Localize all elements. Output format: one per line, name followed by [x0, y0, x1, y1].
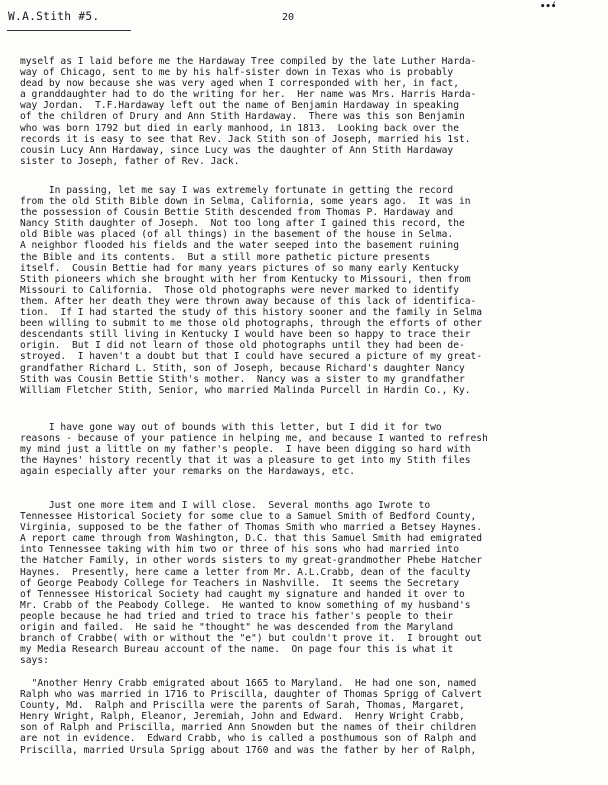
text-line: Just one more item and I will close. Several months ago Iwrote to — [20, 500, 431, 511]
text-line: the possession of Cousin Bettie Stith descended from Thomas P. Hardaway and — [20, 207, 454, 219]
text-line: been willing to submit to me those old photographs, through the efforts of other — [20, 318, 483, 330]
text-line: A report came through from Washington, D.C. that this Samuel Smith had emigrated — [20, 533, 483, 545]
text-line: my mind just a little on my father's people. I have been digging so hard with — [20, 444, 471, 456]
text-line: William Fletcher Stith, Senior, who married Malinda Purcell in Hardin Co., Ky. — [20, 384, 471, 396]
text-line: dead by now because she was very aged when I corresponded with her, in fact, — [20, 78, 459, 90]
text-line: cousin Lucy Ann Hardaway, since Lucy was the daughter of Ann Stith Hardaway — [20, 144, 454, 156]
text-line: old Bible was placed (of all things) in the basement of the house in Selma. — [20, 229, 454, 241]
paragraph-out-of-bounds — [20, 422, 602, 477]
text-line: origin. But I did not learn of those old photographs until they had been de- — [20, 340, 465, 352]
text-line: A neighbor flooded his fields and the water seeped into the basement ruining — [20, 240, 459, 252]
text-line: says: — [20, 655, 49, 667]
text-line: Stith was Cousin Bettie Stith's mother. Nancy was a sister to my grandfather — [20, 373, 465, 385]
text-line: the Hatcher Family, in other words sisters to my great-grandmother Phebe Hatcher — [20, 555, 483, 567]
text-line: Ralph who was married in 1716 to Priscilla, daughter of Thomas Sprigg of Calvert — [20, 689, 483, 701]
header-label: W.A.Stith #5. — [8, 10, 100, 23]
text-line: of Tennessee Historical Society had caught my signature and handed it over to — [20, 588, 465, 600]
text-line: Priscilla, married Ursula Sprigg about 1760 and was the father by her of Ralph, — [20, 744, 477, 756]
text-line: "Another Henry Crabb emigrated about 1665 to Maryland. He had one son, named — [20, 678, 477, 689]
text-line: Henry Wright, Ralph, Eleanor, Jeremiah, John and Edward. Henry Wright Crabb, — [20, 711, 465, 723]
paragraph-samuel-smith — [20, 500, 602, 666]
text-line: stroyed. I haven't a doubt but that I could have secured a picture of my great- — [20, 351, 483, 363]
paragraph-henry-crabb-quote — [20, 678, 602, 756]
text-line: sister to Joseph, father of Rev. Jack. — [20, 155, 240, 167]
text-line: from the old Stith Bible down in Selma, California, some years ago. It was in — [20, 196, 471, 208]
text-line: descendants still living in Kentucky I would have been so happy to trace their — [20, 329, 471, 341]
text-line: of George Peabody College for Teachers in Nashville. It seems the Secretary — [20, 577, 459, 589]
text-line: who was born 1792 but died in early manhood, in 1813. Looking back over the — [20, 122, 459, 134]
text-line: Haynes. Presently, here came a letter from Mr. A.L.Crabb, dean of the faculty — [20, 566, 471, 578]
text-line: again especially after your remarks on the Hardaways, etc. — [20, 466, 356, 478]
text-line: Missouri to California. Those old photographs were never marked to identify — [20, 284, 459, 296]
text-line: In passing, let me say I was extremely fortunate in getting the record — [20, 185, 454, 196]
text-line: Stith pioneers which she brought with her from Kentucky to Missouri, then from — [20, 273, 471, 285]
text-line: origin and failed. He said he "thought" he was descended from the Maryland — [20, 622, 454, 634]
text-line: records it is easy to see that Rev. Jack Stith son of Joseph, married his 1st. — [20, 133, 471, 145]
text-line: myself as I laid before me the Hardaway Tree compiled by the late Luther Harda- — [20, 56, 477, 67]
text-line: reasons - because of your patience in helping me, and because I wanted to refresh — [20, 433, 488, 445]
text-line: the Bible and its contents. But a still more pathetic picture presents — [20, 251, 431, 263]
text-line: tion. If I had started the study of this history sooner and the family in Selma — [20, 307, 483, 319]
text-line: into Tennessee taking with him two or three of his sons who had married into — [20, 544, 459, 556]
text-line: the Haynes' history recently that it was a pleasure to get into my Stith files — [20, 455, 471, 467]
paragraph-stith-bible — [20, 185, 602, 396]
page-number: 20 — [282, 12, 295, 23]
text-line: are not in evidence. Edward Crabb, who is called a posthumous son of Ralph and — [20, 733, 477, 745]
text-line: itself. Cousin Bettie had for many years pictures of so many early Kentucky — [20, 262, 459, 274]
text-line: a granddaughter had to do the writing for her. Her name was Mrs. Harris Harda- — [20, 89, 477, 101]
corner-mark: ••́• — [540, 2, 557, 12]
text-line: them. After her death they were thrown away because of this lack of identifica- — [20, 295, 477, 307]
text-line: son of Ralph and Priscilla, married Ann Snowden but the names of their children — [20, 722, 477, 734]
text-line: branch of Crabbe( with or without the "e") but couldn't prove it. I brought out — [20, 633, 483, 645]
text-line: of the children of Drury and Ann Stith Hardaway. There was this son Benjamin — [20, 111, 465, 123]
text-line: Virginia, supposed to be the father of Thomas Smith who married a Betsey Haynes. — [20, 522, 483, 534]
text-line: I have gone way out of bounds with this letter, but I did it for two — [20, 422, 442, 433]
text-line: people because he had tried and tried to trace his father's people to their — [20, 610, 454, 622]
text-line: County, Md. Ralph and Priscilla were the parents of Sarah, Thomas, Margaret, — [20, 700, 465, 712]
paragraph-hardaway-tree — [20, 56, 602, 167]
header-underline — [7, 30, 131, 31]
text-line: way of Chicago, sent to me by his half-sister down in Texas who is probably — [20, 67, 454, 79]
text-line: grandfather Richard L. Stith, son of Joseph, because Richard's daughter Nancy — [20, 362, 465, 374]
text-line: my Media Research Bureau account of the name. On page four this is what it — [20, 644, 454, 656]
text-line: Tennessee Historical Society for some clue to a Samuel Smith of Bedford County, — [20, 511, 477, 523]
text-line: Nancy Stith daughter of Joseph. Not too long after I gained this record, the — [20, 218, 465, 230]
text-line: way Jordan. T.F.Hardaway left out the name of Benjamin Hardaway in speaking — [20, 100, 459, 112]
text-line: Mr. Crabb of the Peabody College. He wanted to know something of my husband's — [20, 599, 471, 611]
